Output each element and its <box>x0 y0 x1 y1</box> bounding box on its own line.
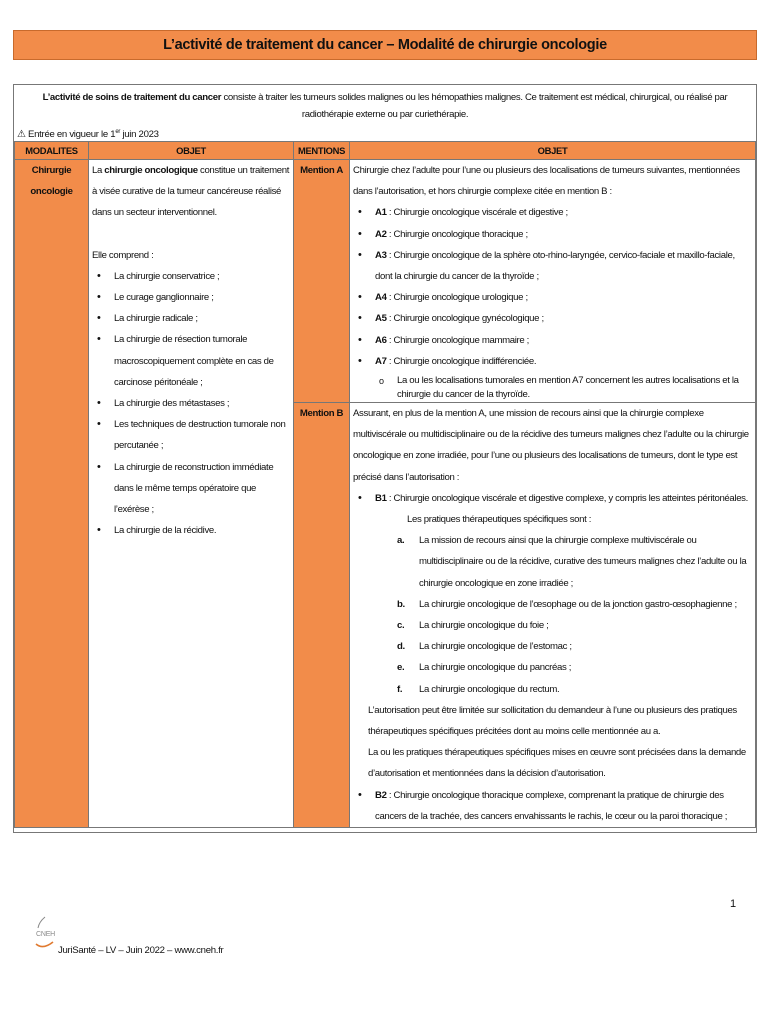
page-title: L’activité de traitement du cancer – Modalité de chirurgie oncologie <box>13 30 757 60</box>
header-modalites: MODALITES <box>15 142 89 160</box>
mention-a-label: Mention A <box>294 160 350 403</box>
list-item: • B1 : Chirurgie oncologique viscérale et digestive complexe, y compris les atteintes péritonéales. Les pratiques thérapeutiques spécifiques sont : <box>353 488 752 530</box>
list-item: • Les techniques de destruction tumorale non percutanée ; <box>92 414 290 456</box>
objet-definition: La chirurgie oncologique constitue un traitement à visée curative de la tumeur cancéreuse réalisé dans un secteur interventionnel. <box>92 165 290 219</box>
modality-cell <box>15 160 89 828</box>
modality-line2: oncologie <box>30 186 73 198</box>
list-item: • La chirurgie conservatrice ; <box>92 266 290 287</box>
mention-b-text <box>350 403 756 828</box>
mention-b-list-2 <box>353 785 752 827</box>
practices-list <box>353 530 752 700</box>
list-item: o La ou les localisations tumorales en mention A7 concernent les autres localisations et la chirurgie du cancer de la thyroïde. <box>375 372 752 402</box>
list-item: • Le curage ganglionnaire ; <box>92 287 290 308</box>
list-item: • La chirurgie de résection tumorale macroscopiquement complète en cas de carcinose péritonéale ; <box>92 329 290 393</box>
entry-into-force <box>14 123 756 141</box>
practices-heading: Les pratiques thérapeutiques spécifiques sont : <box>407 514 592 526</box>
mention-b-list <box>353 488 752 530</box>
list-item: c. La chirurgie oncologique du foie ; <box>397 620 549 632</box>
list-item: • A3 : Chirurgie oncologique de la sphère oto-rhino-laryngée, cervico-faciale et maxillo-faciale, dont la chirurgie du cancer de la thyroïde ; <box>353 245 752 287</box>
modality-line1: Chirurgie <box>31 165 72 176</box>
list-item: d. La chirurgie oncologique de l’estomac ; <box>397 641 572 653</box>
list-item: • B2 : Chirurgie oncologique thoracique complexe, comprenant la pratique de chirurgie des cancers de la trachée, des cancers envahissants le rachis, le cœur ou la paroi thoracique ; <box>353 785 752 827</box>
list-item: b. La chirurgie oncologique de l’œsophage ou de la jonction gastro-œsophagienne ; <box>397 598 737 610</box>
footer-text: JuriSanté – LV – Juin 2022 – www.cneh.fr <box>58 945 224 956</box>
page-number: 1 <box>730 898 737 910</box>
limit-paragraph: L’autorisation peut être limitée sur sollicitation du demandeur à l’une ou plusieurs des pratiques thérapeutiques spécifiques précitées dont au moins celle mentionnée au a. <box>368 704 737 738</box>
list-item: f. La chirurgie oncologique du rectum. <box>397 683 560 695</box>
list-item: • A2 : Chirurgie oncologique thoracique ; <box>353 224 752 245</box>
entry-text-after: juin 2023 <box>120 129 159 141</box>
document-body <box>13 84 757 833</box>
entry-sup: er <box>115 129 121 135</box>
header-objet: OBJET <box>89 142 294 160</box>
objet-list <box>92 266 290 542</box>
list-item: • La chirurgie radicale ; <box>92 308 290 329</box>
list-item: • La chirurgie de reconstruction immédiate dans le même temps opératoire que l’exérèse ; <box>92 457 290 521</box>
modalities-table <box>14 141 756 828</box>
objet-comprend: Elle comprend : <box>92 249 154 261</box>
mention-a-sublist <box>353 372 752 402</box>
list-item: • A5 : Chirurgie oncologique gynécologique ; <box>353 308 752 329</box>
logo-text: CNEH <box>36 931 56 938</box>
header-objet-mention: OBJET <box>350 142 756 160</box>
list-item: • La chirurgie de la récidive. <box>92 520 290 541</box>
list-item: • A6 : Chirurgie oncologique mammaire ; <box>353 330 752 351</box>
mention-a-intro: Chirurgie chez l’adulte pour l’une ou plusieurs des localisations de tumeurs suivantes, mentionnées dans l’autorisation, et hors chirurgie complexe citée en mention B : <box>353 165 740 198</box>
list-item: e. La chirurgie oncologique du pancréas ; <box>397 662 572 674</box>
header-mentions: MENTIONS <box>294 142 350 160</box>
mention-b-label: Mention B <box>294 403 350 828</box>
intro-paragraph <box>14 85 756 123</box>
list-item: a. La mission de recours ainsi que la chirurgie complexe multiviscérale ou multidisciplinaire ou de la récidive, curative des tumeurs malignes chez l’adulte ou la chirurgie oncologique en zone irradiée ; <box>397 535 747 589</box>
list-item: • A1 : Chirurgie oncologique viscérale et digestive ; <box>353 202 752 223</box>
intro-bold: L’activité de soins de traitement du cancer <box>42 92 222 103</box>
mention-a-text <box>350 160 756 403</box>
mention-a-list <box>353 202 752 372</box>
mention-b-intro: Assurant, en plus de la mention A, une mission de recours ainsi que la chirurgie complexe multiviscérale ou multidisciplinaire ou de la récidive des tumeurs malignes chez l’adulte ou la chirurgie oncologique en zone irradiée, pour l’une ou plusieurs des localisations de tumeurs, dont le type est précisé dans l’autorisation : <box>353 408 749 483</box>
table-row-mention-a <box>15 160 756 403</box>
entry-text-before: Entrée en vigueur le 1 <box>28 129 116 141</box>
warning-icon: ⚠ <box>17 129 26 141</box>
list-item: • A7 : Chirurgie oncologique indifférenciée. <box>353 351 752 372</box>
list-item: • La chirurgie des métastases ; <box>92 393 290 414</box>
list-item: • A4 : Chirurgie oncologique urologique ; <box>353 287 752 308</box>
intro-text: consiste à traiter les tumeurs solides malignes ou les hémopathies malignes. Ce traitement est médical, chirurgical, ou réalisé par radiothérapie externe ou par curiethérapie. <box>221 92 728 120</box>
precise-paragraph: La ou les pratiques thérapeutiques spécifiques mises en œuvre sont précisées dans la demande d’autorisation et mentionnées dans la décision d’autorisation. <box>368 747 746 780</box>
table-header-row <box>15 142 756 160</box>
objet-cell <box>89 160 294 828</box>
